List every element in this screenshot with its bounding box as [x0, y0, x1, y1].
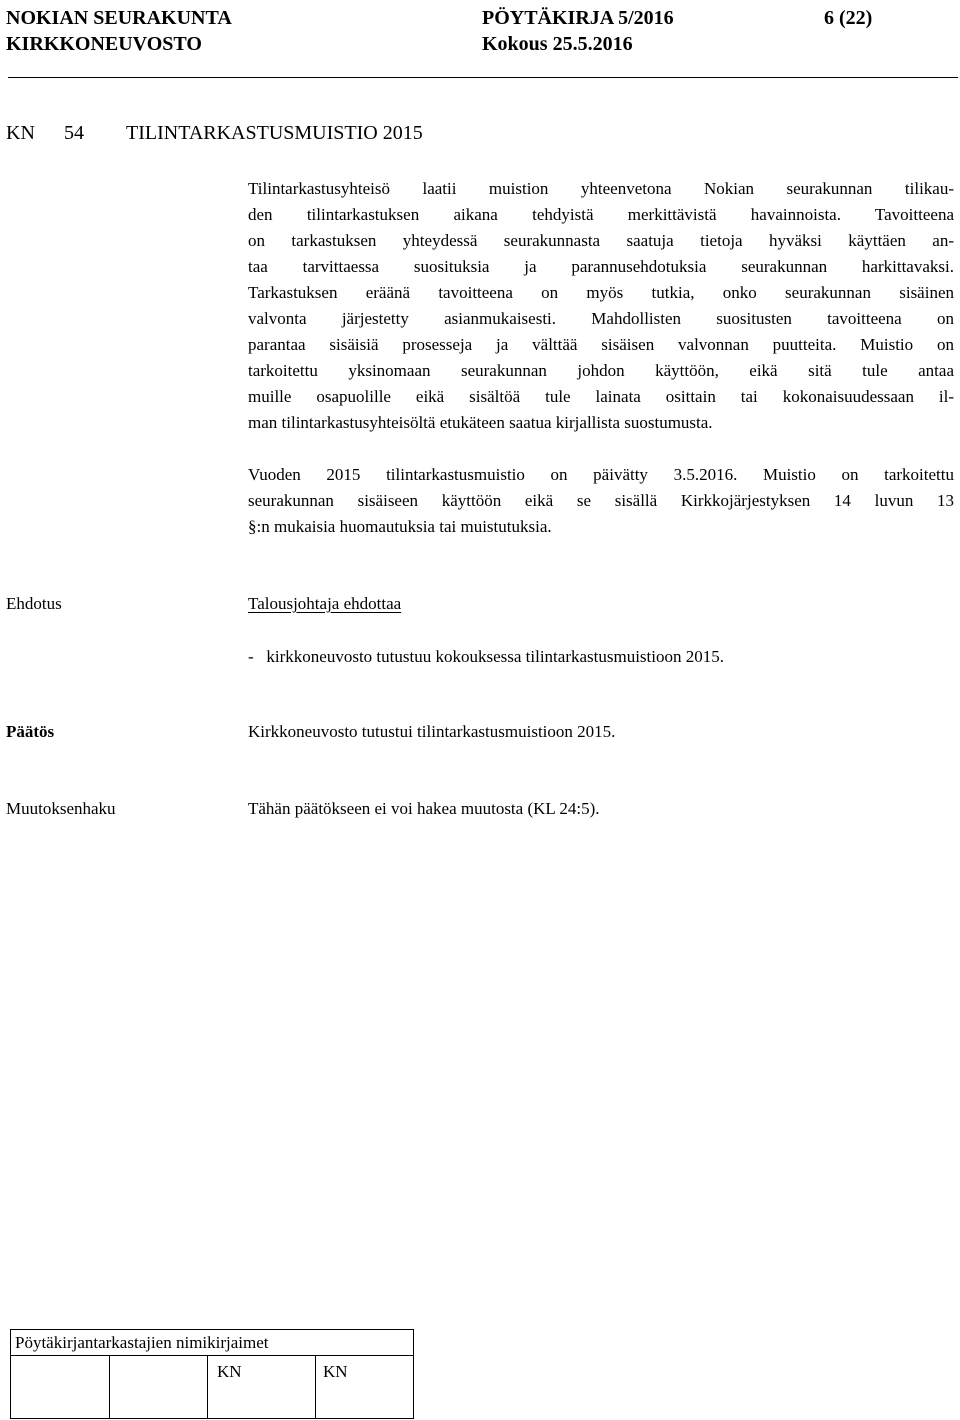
section-code: KN — [6, 122, 35, 144]
paragraph-memo-date — [248, 462, 954, 540]
text-line: Vuoden 2015 tilintarkastusmuistio on päivätty 3.5.2016. Muistio on tarkoitettu — [248, 465, 954, 484]
proposal-label: Ehdotus — [6, 594, 62, 613]
proposal-item: - kirkkoneuvosto tutustuu kokouksessa tilintarkastusmuistioon 2015. — [248, 647, 724, 666]
text-line: muille osapuolille eikä sisältöä tule lainata osittain tai kokonaisuudessaan il- — [248, 387, 954, 406]
organization-name: NOKIAN SEURAKUNTA — [6, 7, 232, 29]
text-line: on tarkastuksen yhteydessä seurakunnasta saatuja tietoja hyväksi käyttäen an- — [248, 231, 954, 250]
text-line: taa tarvittaessa suosituksia ja parannusehdotuksia seurakunnan harkittavaksi. — [248, 257, 954, 276]
text-line: seurakunnan sisäiseen käyttöön eikä se sisällä Kirkkojärjestyksen 14 luvun 13 — [248, 491, 954, 510]
meeting-date: Kokous 25.5.2016 — [482, 33, 633, 55]
appeal-label: Muutoksenhaku — [6, 799, 116, 818]
signature-initials: KN — [323, 1362, 348, 1381]
page-number: 6 (22) — [824, 7, 873, 29]
body-name: KIRKKONEUVOSTO — [6, 33, 202, 55]
text-line: tarkoitettu yksinomaan seurakunnan johdon käyttöön, eikä sitä tule antaa — [248, 361, 954, 380]
decision-text: Kirkkoneuvosto tutustui tilintarkastusmuistioon 2015. — [248, 722, 616, 741]
text-line: den tilintarkastuksen aikana tehdyistä merkittävistä havainnoista. Tavoitteena — [248, 205, 954, 224]
text-line: man tilintarkastusyhteisöltä etukäteen saatua kirjallista suostumusta. — [248, 413, 713, 432]
text-line: Tilintarkastusyhteisö laatii muistion yhteenvetona Nokian seurakunnan tilikau- — [248, 179, 954, 198]
signature-divider — [109, 1356, 110, 1418]
text-line: §:n mukaisia huomautuksia tai muistutuksia. — [248, 517, 552, 536]
signature-divider — [207, 1356, 208, 1418]
section-number: 54 — [64, 122, 84, 144]
signature-initials: KN — [217, 1362, 242, 1381]
document-id: PÖYTÄKIRJA 5/2016 — [482, 7, 674, 29]
appeal-text: Tähän päätökseen ei voi hakea muutosta (KL 24:5). — [248, 799, 600, 818]
signature-divider — [315, 1356, 316, 1418]
proposal-heading: Talousjohtaja ehdottaa — [248, 594, 402, 613]
text-line: Tarkastuksen eräänä tavoitteena on myös tutkia, onko seurakunnan sisäinen — [248, 283, 954, 302]
paragraph-intro — [248, 176, 954, 436]
signature-box-title: Pöytäkirjantarkastajien nimikirjaimet — [11, 1330, 413, 1356]
section-title: TILINTARKASTUSMUISTIO 2015 — [126, 122, 423, 144]
text-line: parantaa sisäisiä prosesseja ja välttää sisäisen valvonnan puutteita. Muistio on — [248, 335, 954, 354]
signature-box — [10, 1329, 414, 1419]
decision-label: Päätös — [6, 722, 55, 741]
header-divider — [8, 77, 958, 78]
text-line: valvonta järjestetty asianmukaisesti. Mahdollisten suositusten tavoitteena on — [248, 309, 954, 328]
